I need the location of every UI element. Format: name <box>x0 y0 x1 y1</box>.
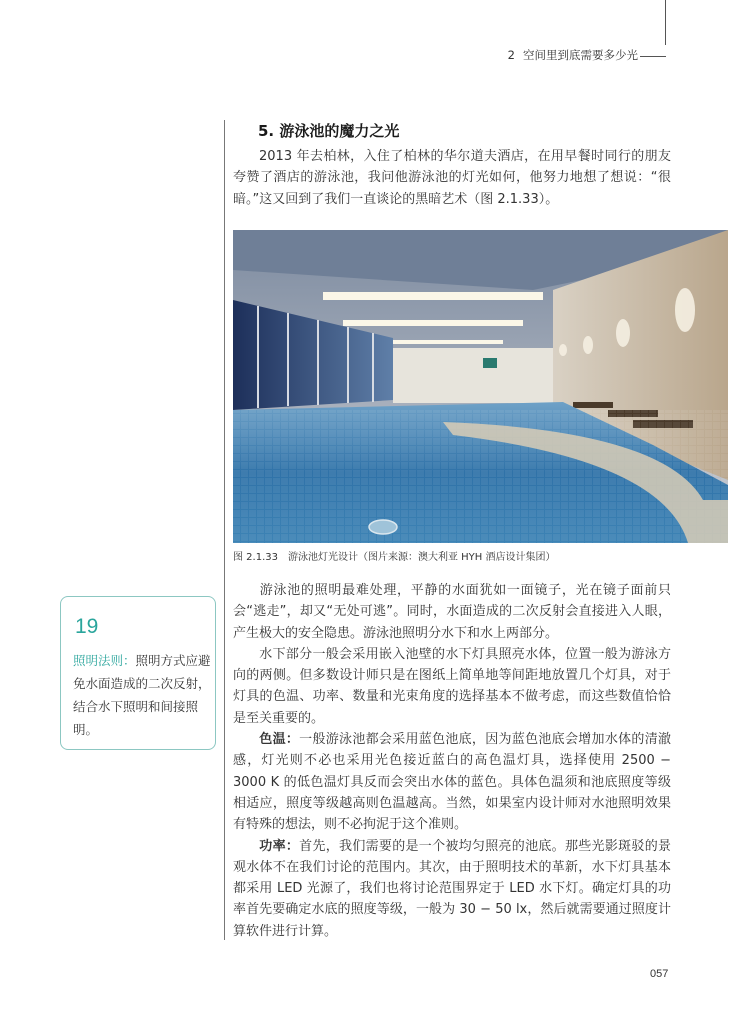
page-number: 057 <box>650 968 669 980</box>
running-header <box>470 47 638 63</box>
paragraph-2: 水下部分一般会采用嵌入池壁的水下灯具照亮水体，位置一般为游泳方向的两侧。但多数设计师只是在图纸上简单地等间距地放置几个灯具，对于灯具的色温、功率、数量和光束角度的选择基本不做考虑，而这些数值恰恰是至关重要的。 <box>233 646 671 726</box>
paragraph-1: 游泳池的照明最难处理，平静的水面犹如一面镜子，光在镜子面前只会“逃走”，却又“无处可逃”。同时，水面造成的二次反射会直接进入人眼，产生极大的安全隐患。游泳池照明分水下和水上两部分。 <box>233 583 671 641</box>
section-title: 5. 游泳池的魔力之光 <box>258 122 400 140</box>
paragraph-power: 功率：首先，我们需要的是一个被均匀照亮的池底。那些光影斑驳的景观水体不在我们讨论的范围内。其次，由于照明技术的革新，水下灯具基本都采用 LED 光源了，我们也将讨论范围界定于 LED 水下灯。确定灯具的功率首先要确定水底的照度等级，一般为 30 − 50 lx，然后就需要通过照度计算软件进行计算。 <box>233 838 671 939</box>
column-divider <box>224 120 225 940</box>
rule-text: 照明法则：照明方式应避免水面造成的二次反射，结合水下照明和间接照明。 <box>73 653 211 737</box>
term-color-temperature: 色温： <box>259 732 300 748</box>
lighting-rule-box <box>60 596 216 750</box>
corner-rule-vertical <box>665 0 666 45</box>
rule-label: 照明法则： <box>73 653 136 668</box>
term-power: 功率： <box>259 838 300 854</box>
body-text <box>233 580 671 942</box>
pool-photo <box>233 230 728 543</box>
intro-paragraph: 2013 年去柏林，入住了柏林的华尔道夫酒店，在用早餐时同行的朋友夸赞了酒店的游泳池，我问他游泳池的灯光如何，他努力地想了想说：“很暗。”这又回到了我们一直谈论的黑暗艺术（图 2.1.33）。 <box>233 149 671 207</box>
chapter-number: 2 <box>507 48 515 62</box>
chapter-title: 空间里到底需要多少光 <box>523 48 638 62</box>
rule-number: 19 <box>75 615 99 638</box>
paragraph-color-temperature: 色温：一般游泳池都会采用蓝色池底，因为蓝色池底会增加水体的清澈感，灯光则不必也采用光色接近蓝白的高色温灯具，选择使用 2500 − 3000 K 的低色温灯具反而会突出水体的蓝色。具体色温须和池底照度等级相适应，照度等级越高则色温越高。当然，如果室内设计师对水池照明效果有特殊的想法，则不必拘泥于这个准则。 <box>233 732 671 833</box>
corner-rule-horizontal <box>640 56 666 57</box>
figure-caption: 图 2.1.33 游泳池灯光设计（图片来源：澳大利亚 HYH 酒店设计集团） <box>233 552 556 563</box>
